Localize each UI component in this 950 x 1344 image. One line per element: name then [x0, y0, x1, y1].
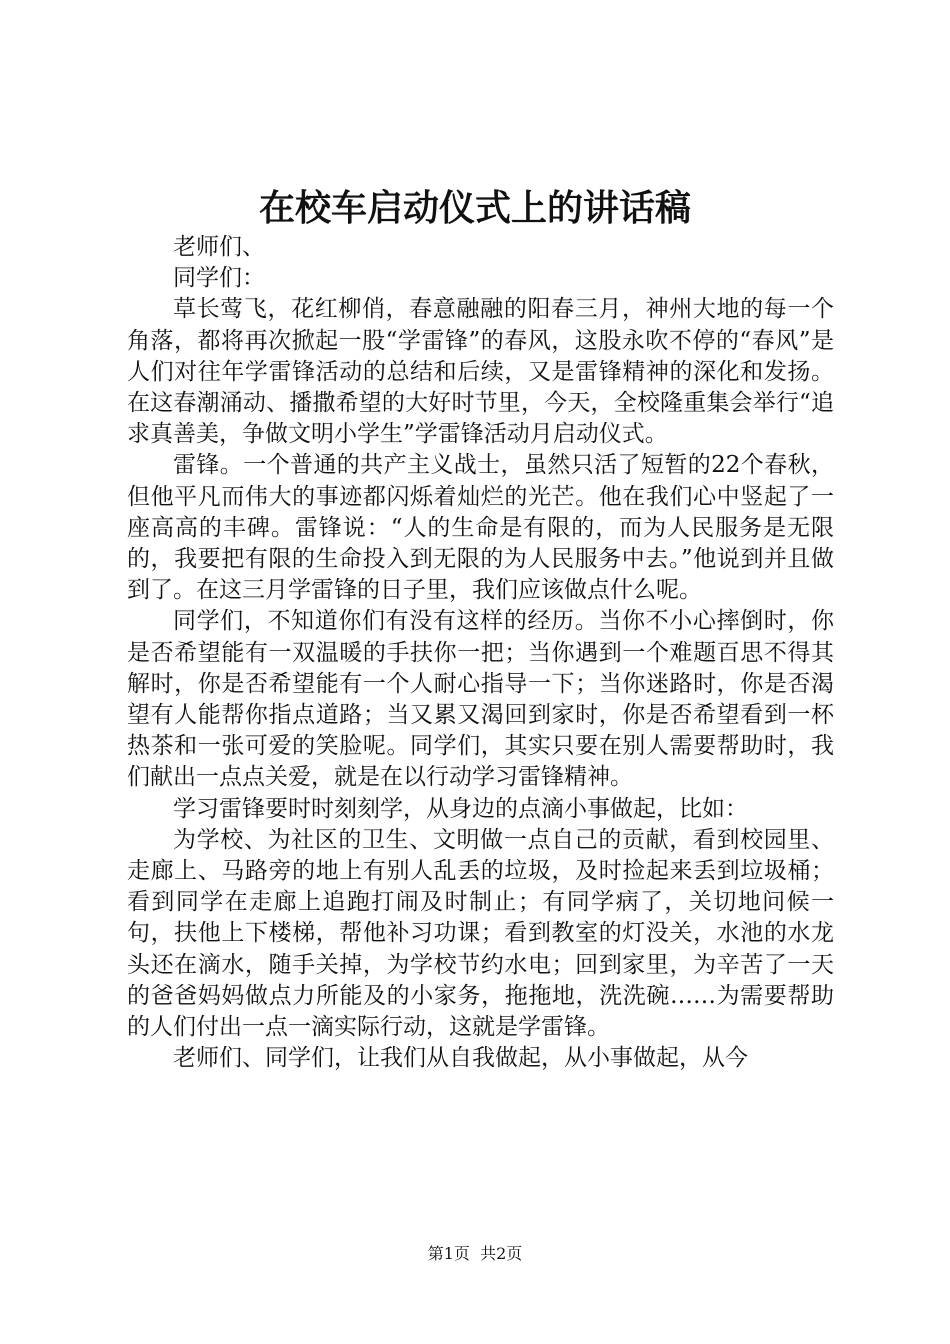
- document-title: 在校车启动仪式上的讲话稿: [258, 187, 691, 229]
- salutation-teachers: 老师们、: [173, 234, 265, 260]
- paragraph: 老师们、同学们，让我们从自我做起，从小事做起，从今: [173, 1045, 748, 1072]
- paragraph: 雷锋。一个普通的共产主义战士，虽然只活了短暂的22个春秋，但他平凡而伟大的事迹都闪烁着灿烂的光芒。他在我们心中竖起了一座高高的丰碑。雷锋说：“人的生命是有限的，而为人民服务是无限的，我要把有限的生命投入到无限的为人民服务中去。”他说到并且做到了。在这三月学雷锋的日子里，我们应该做点什么呢。: [127, 452, 834, 604]
- page-footer: [0, 1242, 950, 1266]
- paragraph: 草长莺飞，花红柳俏，春意融融的阳春三月，神州大地的每一个角落，都将再次掀起一股“学雷锋”的春风，这股永吹不停的“春风”是人们对往年学雷锋活动的总结和后续，又是雷锋精神的深化和发扬。在这春潮涌动、播撒希望的大好时节里，今天，全校隆重集会举行“追求真善美，争做文明小学生”学雷锋活动月启动仪式。: [127, 296, 834, 448]
- page-number: 第1页 共2页: [427, 1244, 523, 1263]
- paragraph: 为学校、为社区的卫生、文明做一点自己的贡献，看到校园里、走廊上、马路旁的地上有别人乱丢的垃圾，及时捡起来丢到垃圾桶；看到同学在走廊上追跑打闹及时制止；有同学病了，关切地问候一句，扶他上下楼梯，帮他补习功课；看到教室的灯没关，水池的水龙头还在滴水，随手关掉，为学校节约水电；回到家里，为辛苦了一天的爸爸妈妈做点力所能及的小家务，拖拖地，洗洗碗……为需要帮助的人们付出一点一滴实际行动，这就是学雷锋。: [127, 826, 834, 1041]
- salutation-students: 同学们：: [173, 265, 265, 292]
- paragraph: 学习雷锋要时时刻刻学，从身边的点滴小事做起，比如：: [173, 795, 748, 822]
- paragraph: 同学们，不知道你们有没有这样的经历。当你不小心摔倒时，你是否希望能有一双温暖的手扶你一把；当你遇到一个难题百思不得其解时，你是否希望能有一个人耐心指导一下；当你迷路时，你是否渴望有人能帮你指点道路；当又累又渴回到家时，你是否希望看到一杯热茶和一张可爱的笑脸呢。同学们，其实只要在别人需要帮助时，我们献出一点点关爱，就是在以行动学习雷锋精神。: [127, 608, 834, 791]
- document-body: [127, 232, 834, 1074]
